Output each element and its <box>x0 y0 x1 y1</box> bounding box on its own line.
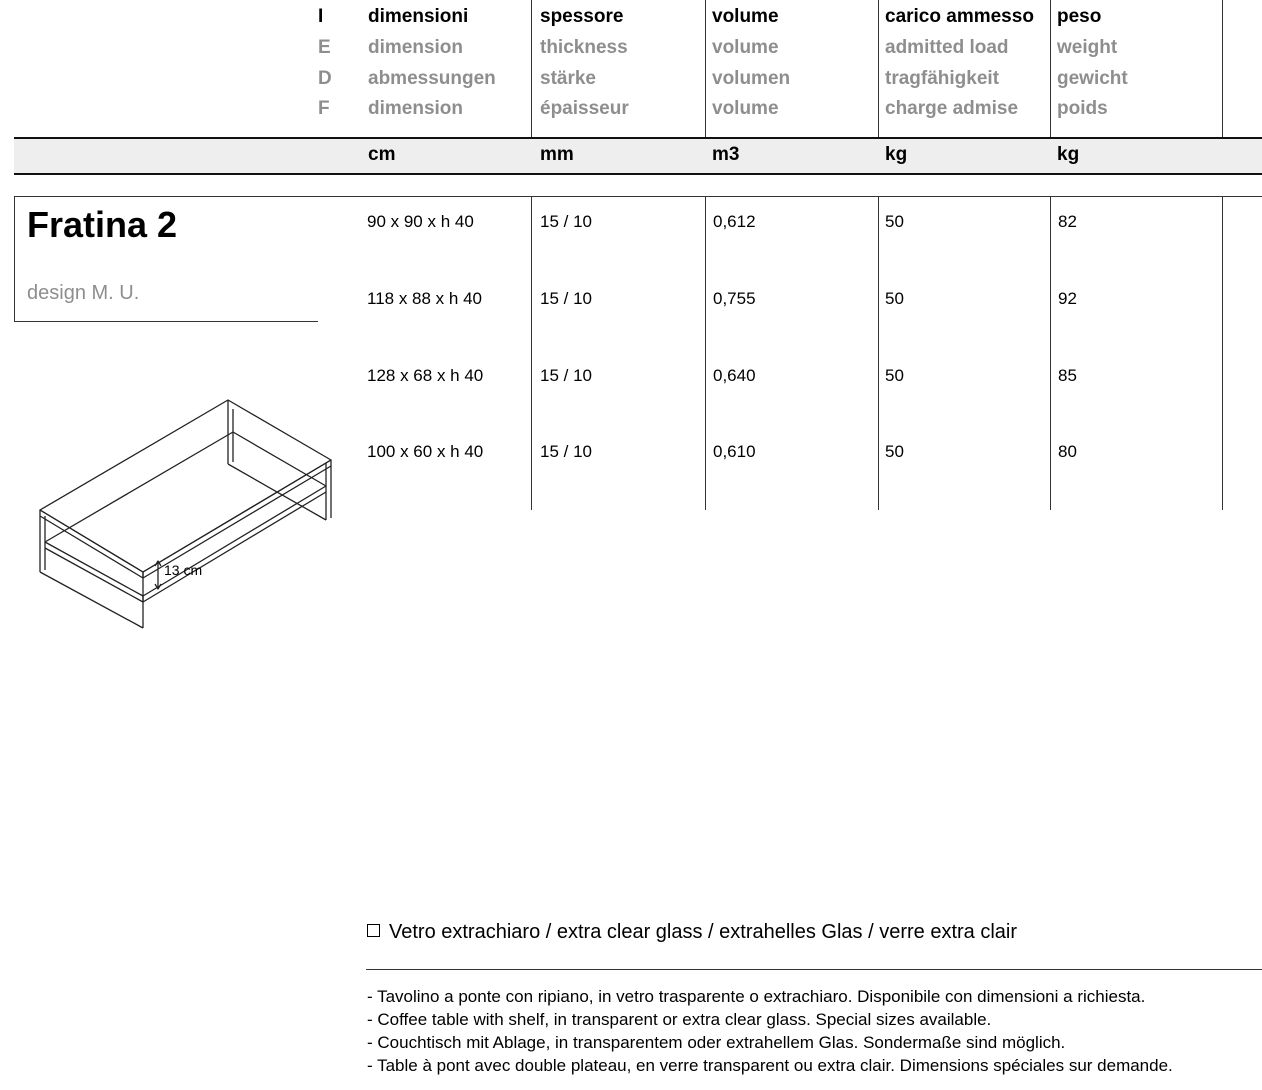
cell-volume: 0,755 <box>713 289 756 308</box>
col-dimension-label-fr: dimension <box>368 98 464 119</box>
table-drawing <box>30 392 340 642</box>
product-title: Fratina 2 <box>27 204 178 245</box>
body-divider <box>1050 197 1051 510</box>
col-volume-label-de: volumen <box>712 68 791 89</box>
body-divider <box>878 197 879 510</box>
unit-weight: kg <box>1057 144 1080 165</box>
cell-thickness: 15 / 10 <box>540 212 592 231</box>
cell-load: 50 <box>885 289 904 308</box>
description-en: - Coffee table with shelf, in transparent or extra clear glass. Special sizes available. <box>367 1010 992 1029</box>
cell-volume: 0,610 <box>713 442 756 461</box>
col-weight-label-de: gewicht <box>1057 68 1128 89</box>
col-load-label-fr: charge admise <box>885 98 1019 119</box>
unit-thickness: mm <box>540 144 574 165</box>
title-box-bottom-rule <box>14 321 318 322</box>
header-divider <box>1222 0 1223 137</box>
col-dimension-label-it: dimensioni <box>368 6 469 27</box>
cell-weight: 82 <box>1058 212 1077 231</box>
col-dimension-label-en: dimension <box>368 37 464 58</box>
col-dimension-label-de: abmessungen <box>368 68 496 89</box>
cell-load: 50 <box>885 212 904 231</box>
col-weight-label-fr: poids <box>1057 98 1108 119</box>
cell-load: 50 <box>885 366 904 385</box>
cell-volume: 0,612 <box>713 212 756 231</box>
col-load-label-it: carico ammesso <box>885 6 1034 27</box>
unit-dimension: cm <box>368 144 396 165</box>
header-divider <box>705 0 706 137</box>
lang-letter-en: E <box>318 37 331 58</box>
glass-option <box>367 921 1017 944</box>
col-thickness-label-fr: épaisseur <box>540 98 629 119</box>
unit-volume: m3 <box>712 144 740 165</box>
body-divider <box>531 197 532 510</box>
glass-option-checkbox[interactable] <box>367 924 380 937</box>
glass-option-label: Vetro extrachiaro / extra clear glass / extrahelles Glas / verre extra clair <box>389 921 1018 943</box>
body-divider <box>705 197 706 510</box>
cell-thickness: 15 / 10 <box>540 289 592 308</box>
col-volume-label-it: volume <box>712 6 779 27</box>
cell-dimension: 128 x 68 x h 40 <box>367 366 484 385</box>
lang-letter-de: D <box>318 68 332 89</box>
cell-volume: 0,640 <box>713 366 756 385</box>
cell-weight: 85 <box>1058 366 1077 385</box>
col-weight-label-it: peso <box>1057 6 1102 27</box>
col-load-label-en: admitted load <box>885 37 1009 58</box>
col-thickness-label-it: spessore <box>540 6 624 27</box>
cell-dimension: 100 x 60 x h 40 <box>367 442 484 461</box>
cell-thickness: 15 / 10 <box>540 442 592 461</box>
col-weight-label-en: weight <box>1057 37 1118 58</box>
cell-weight: 92 <box>1058 289 1077 308</box>
lang-letter-it: I <box>318 6 324 27</box>
header-divider <box>1050 0 1051 137</box>
drawing-dimension-label: 13 cm <box>164 562 203 578</box>
header-divider <box>531 0 532 137</box>
cell-dimension: 90 x 90 x h 40 <box>367 212 474 231</box>
body-divider <box>1222 197 1223 510</box>
description-it: - Tavolino a ponte con ripiano, in vetro trasparente o extrachiaro. Disponibile con dimensioni a richiesta. <box>367 987 1146 1006</box>
description-rule <box>366 969 1262 970</box>
product-designer: design M. U. <box>27 282 140 304</box>
col-thickness-label-de: stärke <box>540 68 596 89</box>
description-de: - Couchtisch mit Ablage, in transparentem oder extrahellem Glas. Sondermaße sind möglich. <box>367 1033 1066 1052</box>
cell-dimension: 118 x 88 x h 40 <box>367 289 482 308</box>
body-top-rule <box>14 196 1262 197</box>
cell-weight: 80 <box>1058 442 1077 461</box>
cell-thickness: 15 / 10 <box>540 366 592 385</box>
description-fr: - Table à pont avec double plateau, en verre transparent ou extra clair. Dimensions spéciales sur demande. <box>367 1056 1173 1075</box>
col-volume-label-fr: volume <box>712 98 779 119</box>
lang-letter-fr: F <box>318 98 330 119</box>
col-volume-label-en: volume <box>712 37 779 58</box>
title-box-left-rule <box>14 196 15 321</box>
header-divider <box>878 0 879 137</box>
unit-load: kg <box>885 144 908 165</box>
col-load-label-de: tragfähigkeit <box>885 68 1000 89</box>
cell-load: 50 <box>885 442 904 461</box>
col-thickness-label-en: thickness <box>540 37 628 58</box>
